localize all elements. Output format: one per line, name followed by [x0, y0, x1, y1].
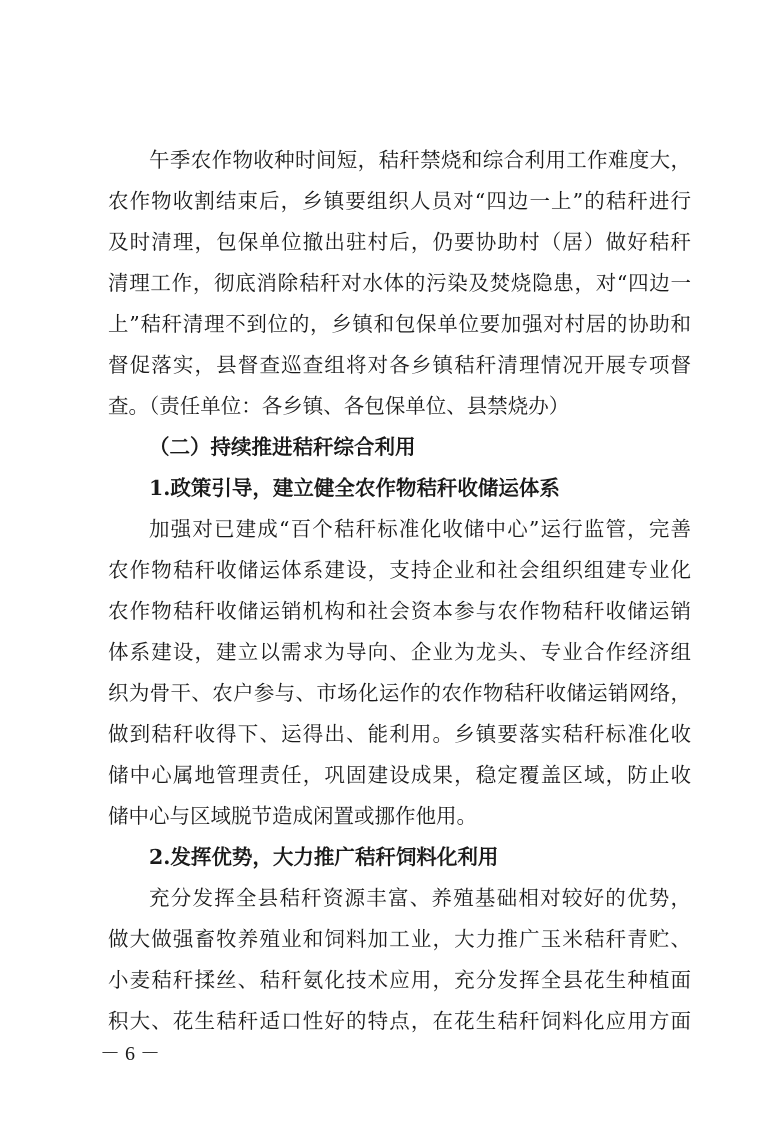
section-heading: （二）持续推进秸秆综合利用 — [149, 435, 416, 459]
paragraph-3-line-3: 小麦秸秆揉丝、秸秆氨化技术应用，充分发挥全县花生种植面 — [108, 968, 691, 992]
paragraph-1-line-7: 查。（责任单位：各乡镇、各包保单位、县禁烧办） — [108, 394, 570, 418]
paragraph-1-line-1: 午季农作物收种时间短，秸秆禁烧和综合利用工作难度大， — [149, 148, 691, 172]
paragraph-3-line-2: 做大做强畜牧养殖业和饲料加工业，大力推广玉米秸秆青贮、 — [108, 927, 691, 951]
paragraph-1-line-6: 督促落实，县督查巡查组将对各乡镇秸秆清理情况开展专项督 — [108, 353, 691, 377]
paragraph-1-line-5: 上”秸秆清理不到位的，乡镇和包保单位要加强对村居的协助和 — [108, 312, 691, 336]
page-number: － 6 － — [100, 1043, 160, 1065]
paragraph-3-line-1: 充分发挥全县秸秆资源丰富、养殖基础相对较好的优势， — [149, 886, 691, 910]
paragraph-2-line-4: 体系建设，建立以需求为导向、企业为龙头、专业合作经济组 — [108, 640, 691, 664]
body-text — [108, 140, 691, 1042]
paragraph-2-line-8: 储中心与区域脱节造成闲置或挪作他用。 — [108, 804, 477, 828]
paragraph-1-line-4: 清理工作，彻底消除秸秆对水体的污染及焚烧隐患，对“四边一 — [108, 271, 691, 295]
paragraph-2-line-2: 农作物秸秆收储运体系建设，支持企业和社会组织组建专业化 — [108, 558, 691, 582]
paragraph-2-line-3: 农作物秸秆收储运销机构和社会资本参与农作物秸秆收储运销 — [108, 599, 691, 623]
paragraph-2-line-6: 做到秸秆收得下、运得出、能利用。乡镇要落实秸秆标准化收 — [108, 722, 691, 746]
subheading-2: 2.发挥优势，大力推广秸秆饲料化利用 — [149, 845, 499, 869]
paragraph-2-line-5: 织为骨干、农户参与、市场化运作的农作物秸秆收储运销网络， — [108, 681, 691, 705]
paragraph-3-line-4: 积大、花生秸秆适口性好的特点，在花生秸秆饲料化应用方面 — [108, 1009, 691, 1033]
paragraph-2-line-7: 储中心属地管理责任，巩固建设成果，稳定覆盖区域，防止收 — [108, 763, 691, 787]
paragraph-1-line-2: 农作物收割结束后，乡镇要组织人员对“四边一上”的秸秆进行 — [108, 189, 691, 213]
paragraph-1-line-3: 及时清理，包保单位撤出驻村后，仍要协助村（居）做好秸秆 — [108, 230, 691, 254]
paragraph-2-line-1: 加强对已建成“百个秸秆标准化收储中心”运行监管，完善 — [149, 517, 691, 541]
subheading-1: 1.政策引导，建立健全农作物秸秆收储运体系 — [149, 476, 560, 500]
